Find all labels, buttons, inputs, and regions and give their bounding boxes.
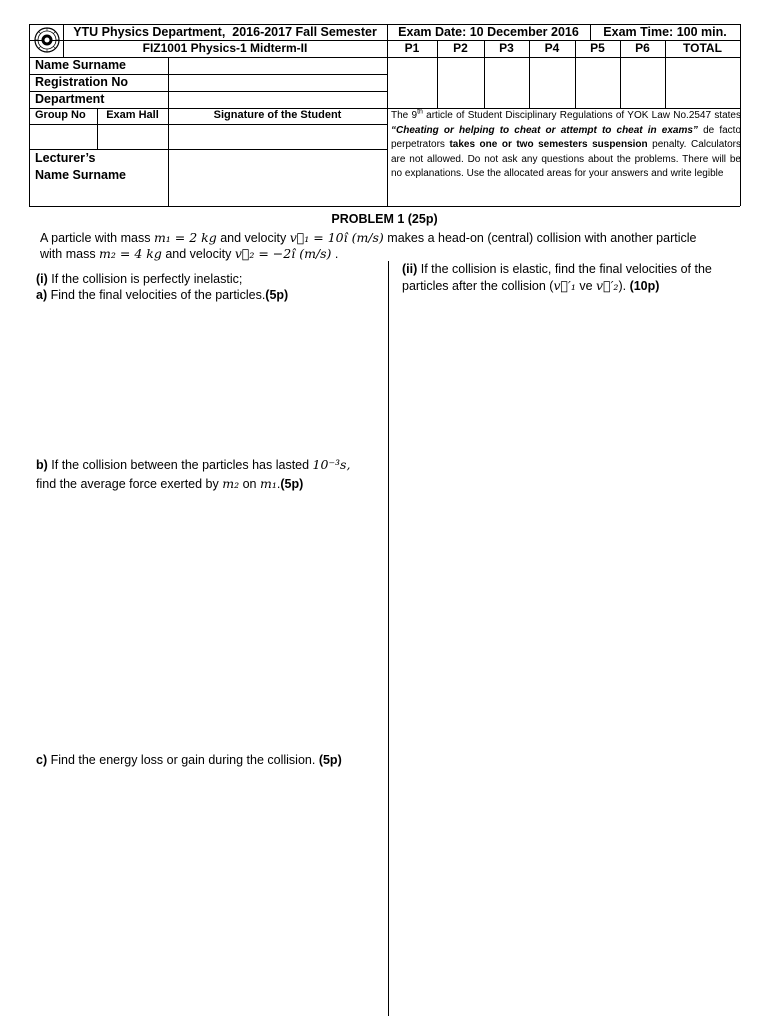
exam-time: Exam Time: 100 min. xyxy=(603,25,727,39)
department-semester: YTU Physics Department, 2016-2017 Fall Semester xyxy=(73,25,377,39)
score-header-p1: P1 xyxy=(404,41,420,55)
lecturer-label-line2: Name Surname xyxy=(35,168,127,182)
score-header-p3: P3 xyxy=(499,41,514,55)
name-surname-label: Name Surname xyxy=(35,58,127,72)
score-header-p2: P2 xyxy=(453,41,468,55)
velocity-v1: v⃗₁ = 10î (m/s) xyxy=(289,230,384,245)
velocity-v2: v⃗₂ = −2î (m/s) xyxy=(234,246,332,261)
exam-hall-field[interactable] xyxy=(98,125,167,148)
problem-title: PROBLEM 1 (25p) xyxy=(331,212,438,226)
part-a-question: a) Find the final velocities of the particles.(5p) xyxy=(36,288,289,302)
name-surname-field[interactable] xyxy=(169,58,386,73)
mass-m2: m₂ = 4 kg xyxy=(99,246,162,261)
score-header-p5: P5 xyxy=(590,41,605,55)
answer-column-divider xyxy=(388,261,389,1016)
score-header-total: TOTAL xyxy=(683,41,722,55)
answer-area-part-a[interactable] xyxy=(30,306,386,451)
part-ii-question-line1: (ii) If the collision is elastic, find the final velocities of the xyxy=(402,262,712,276)
exam-date: Exam Date: 10 December 2016 xyxy=(398,25,579,39)
exam-hall-label: Exam Hall xyxy=(106,109,159,121)
lecturer-label-line1: Lecturer’s xyxy=(35,151,96,165)
disciplinary-notice: The 9th article of Student Disciplinary Regulations of YOK Law No.2547 states “Cheating or helping to cheat or attempt to cheat in exams” de facto perpetrators takes one or two semesters suspension penalty. Calculators are not allowed. Do not ask any questions about the problems. There will be no explanations. Use the allocated areas for your answers and write legible xyxy=(391,108,742,179)
answer-area-part-b[interactable] xyxy=(30,496,386,746)
part-ii-question-line2: particles after the collision (v⃗′₁ ve v⃗′₂). (10p) xyxy=(402,278,660,293)
answer-area-part-c[interactable] xyxy=(30,772,386,1016)
signature-label: Signature of the Student xyxy=(213,109,342,121)
mass-m1: m₁ = 2 kg xyxy=(153,230,217,245)
group-no-field[interactable] xyxy=(30,125,96,148)
score-header-p6: P6 xyxy=(635,41,650,55)
department-field[interactable] xyxy=(169,92,386,107)
department-label: Department xyxy=(35,92,105,106)
part-b-question-line2: find the average force exerted by m₂ on m₁.(5p) xyxy=(36,476,304,491)
registration-no-label: Registration No xyxy=(35,75,129,89)
registration-no-field[interactable] xyxy=(169,75,386,90)
problem-intro-line2: with mass m₂ = 4 kg and velocity v⃗₂ = −2î (m/s) . xyxy=(40,246,339,261)
lecturer-name-field[interactable] xyxy=(169,150,386,205)
score-header-p4: P4 xyxy=(544,41,560,55)
group-no-label: Group No xyxy=(35,109,86,121)
signature-field[interactable] xyxy=(169,125,386,148)
answer-area-part-ii[interactable] xyxy=(392,298,740,1016)
course-exam-title: FIZ1001 Physics-1 Midterm-II xyxy=(142,41,308,55)
university-seal-logo xyxy=(34,27,60,53)
part-i-heading: (i) If the collision is perfectly inelastic; xyxy=(36,272,243,286)
problem-intro-line1: A particle with mass m₁ = 2 kg and velocity v⃗₁ = 10î (m/s) makes a head-on (central) collision with another particle xyxy=(40,230,697,245)
part-c-question: c) Find the energy loss or gain during the collision. (5p) xyxy=(36,753,342,767)
part-b-question-line1: b) If the collision between the particles has lasted 10⁻³s, xyxy=(36,457,351,472)
